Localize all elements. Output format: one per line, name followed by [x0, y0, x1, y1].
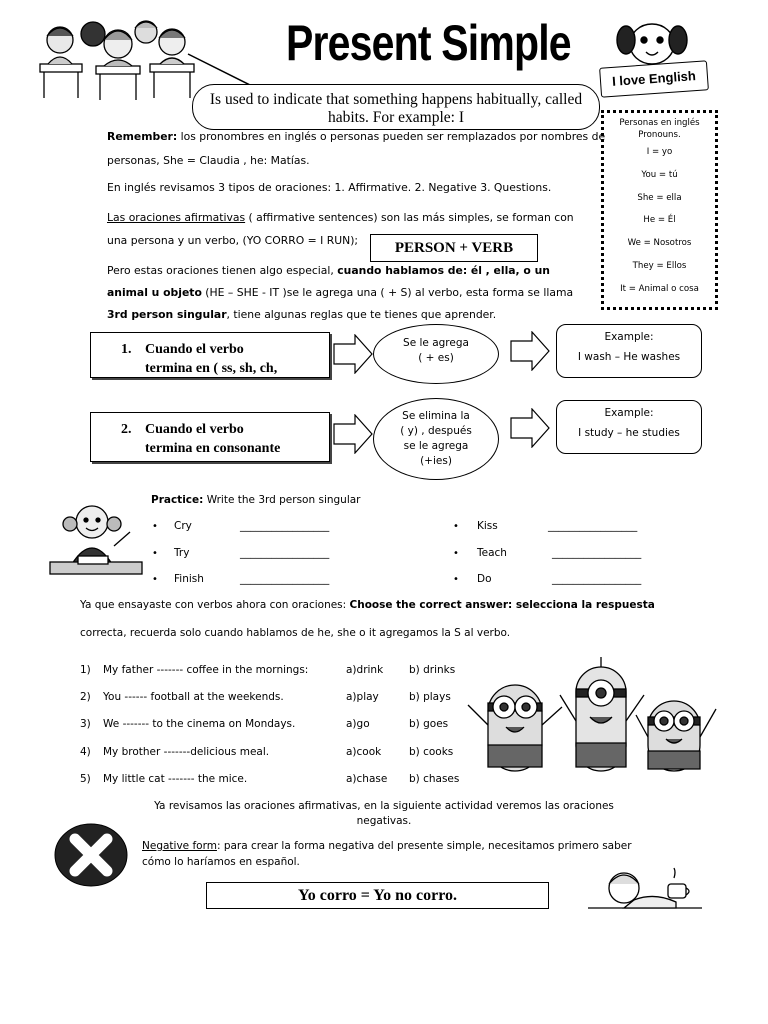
pronoun-row: It = Animal o cosa	[620, 283, 699, 294]
question-text: My father ------- coffee in the mornings:	[103, 664, 309, 676]
rule1-example-text: I wash – He washes	[577, 351, 681, 363]
special-line2a: animal u objeto	[107, 286, 202, 299]
affirmative-text: ( affirmative sentences) son las más simples, se forman con	[245, 211, 574, 224]
answer-option-a[interactable]: a)drink	[346, 664, 384, 676]
special-line2c: se le agrega una ( + S) al verbo, esta forma se llama	[286, 286, 574, 299]
rule1-oval-line1: Se le agrega	[403, 337, 469, 349]
children-at-desks-illustration	[38, 14, 198, 102]
answer-option-b[interactable]: b) plays	[409, 691, 451, 703]
definition-bubble	[192, 84, 600, 130]
question-number: 5)	[80, 773, 91, 785]
rule2-number: 2.	[121, 422, 132, 437]
answer-option-a[interactable]: a)cook	[346, 746, 382, 758]
practice-item-cry	[152, 520, 158, 532]
remember-label: Remember:	[107, 130, 178, 143]
instructions-line2: correcta, recuerda solo cuando hablamos de he, she o it agregamos la S al verbo.	[80, 627, 511, 639]
answer-option-a[interactable]: a)chase	[346, 773, 388, 785]
question-number: 2)	[80, 691, 91, 703]
practice-blank[interactable]: _________________	[240, 573, 330, 585]
question-number: 1)	[80, 664, 91, 676]
practice-verb: Do	[477, 573, 492, 585]
practice-item-teach	[453, 547, 459, 559]
rule2-line2: termina en consonante	[145, 441, 281, 456]
special-line3b: , tiene algunas reglas que te tienes que aprender.	[226, 308, 497, 321]
pronoun-row: He = Él	[643, 215, 676, 226]
rule2-oval-line3: se le agrega	[403, 440, 469, 452]
rule1-oval-line2: ( + es)	[418, 352, 454, 364]
formula-box: PERSON + VERB	[370, 234, 538, 262]
practice-blank[interactable]: _________________	[552, 573, 642, 585]
negative-line1	[142, 840, 632, 852]
rule1-number: 1.	[121, 342, 132, 357]
pronoun-row: You = tú	[641, 169, 678, 180]
next-activity-line1: Ya revisamos las oraciones afirmativas, en la siguiente actividad veremos las oraciones	[154, 800, 614, 812]
rule2-oval-line1: Se elimina la	[402, 410, 470, 422]
rule1-oval	[373, 324, 499, 384]
rule2-box	[90, 412, 330, 462]
practice-verb: Try	[174, 547, 190, 559]
question-text: My brother -------delicious meal.	[103, 746, 270, 758]
definition-text: Is used to indicate that something happens habitually, called habits. For example: I	[209, 91, 583, 126]
arrow-right-icon	[333, 334, 373, 374]
negative-example-box: Yo corro = Yo no corro.	[206, 882, 549, 909]
rule2-oval-line4: (+ies)	[420, 455, 452, 467]
practice-item-finish	[152, 573, 158, 585]
bullet-icon: •	[453, 521, 459, 532]
rule2-example-box	[556, 400, 702, 454]
close-icon	[53, 823, 129, 887]
special-line2b: (HE – SHE - IT )	[201, 286, 287, 299]
sentence-types-line: En inglés revisamos 3 tipos de oraciones: 1. Affirmative. 2. Negative 3. Questions.	[107, 181, 552, 194]
question-text: You ------ football at the weekends.	[103, 691, 284, 703]
arrow-right-icon	[333, 414, 373, 454]
answer-option-a[interactable]: a)go	[346, 718, 370, 730]
instructions-line1	[80, 599, 655, 611]
question-text: My little cat ------- the mice.	[103, 773, 248, 785]
bullet-icon: •	[152, 548, 158, 559]
answer-option-b[interactable]: b) drinks	[409, 664, 456, 676]
i-love-english-sign	[599, 60, 709, 97]
bullet-icon: •	[152, 574, 158, 585]
girl-reading-illustration	[48, 498, 146, 582]
pronouns-header1: Personas en inglés	[619, 118, 700, 128]
special-line1a: Pero estas oraciones tienen algo especial,	[107, 264, 338, 277]
practice-blank[interactable]: _________________	[548, 520, 638, 532]
i-love-english-text: I love English	[611, 68, 697, 89]
practice-blank[interactable]: _________________	[552, 547, 642, 559]
bullet-icon: •	[453, 574, 459, 585]
bullet-icon: •	[152, 521, 158, 532]
instructions-line1a: Ya que ensayaste con verbos ahora con oraciones:	[80, 599, 350, 611]
rule2-line1: Cuando el verbo	[145, 422, 244, 437]
bullet-icon: •	[453, 548, 459, 559]
practice-verb: Cry	[174, 520, 192, 532]
remember-paragraph	[107, 126, 627, 172]
rule1-example-box	[556, 324, 702, 378]
rule2-example-label: Example:	[604, 407, 654, 419]
negative-text: : para crear la forma negativa del presente simple, necesitamos primero saber	[216, 840, 632, 852]
arrow-right-icon	[510, 331, 550, 371]
special-line3a: 3rd person singular	[107, 308, 227, 321]
question-text: We ------- to the cinema on Mondays.	[103, 718, 296, 730]
practice-item-kiss	[453, 520, 459, 532]
pronoun-row: I = yo	[646, 147, 673, 157]
answer-option-b[interactable]: b) goes	[409, 718, 449, 730]
special-line1b: cuando hablamos de: él , ella, o un	[337, 264, 550, 277]
rule1-box	[90, 332, 330, 378]
practice-verb: Teach	[477, 547, 507, 559]
practice-heading	[151, 494, 361, 506]
affirmative-line2: una persona y un verbo, (YO CORRO = I RUN);	[107, 234, 359, 247]
answer-option-b[interactable]: b) chases	[409, 773, 460, 785]
rule1-line2: termina en ( ss, sh, ch,	[145, 361, 278, 376]
pronoun-row: She = ella	[637, 192, 682, 203]
practice-item-do	[453, 573, 459, 585]
practice-blank[interactable]: _________________	[240, 520, 330, 532]
minions-illustration	[466, 655, 720, 775]
answer-option-b[interactable]: b) cooks	[409, 746, 454, 758]
answer-option-a[interactable]: a)play	[346, 691, 379, 703]
remember-text: los pronombres en inglés o personas pueden ser remplazados por nombres de	[177, 130, 606, 143]
practice-label: Practice:	[151, 494, 204, 506]
third-person-paragraph	[107, 260, 607, 326]
negative-label: Negative form	[142, 840, 217, 852]
arrow-right-icon	[510, 408, 550, 448]
rule2-example-text: I study – he studies	[578, 427, 680, 439]
practice-text: Write the 3rd person singular	[203, 494, 361, 506]
question-number: 4)	[80, 746, 91, 758]
sleeping-student-illustration	[584, 862, 706, 914]
rule2-oval	[373, 398, 499, 480]
question-number: 3)	[80, 718, 91, 730]
page-title: Present Simple	[286, 15, 571, 71]
next-activity-line2: negativas.	[356, 815, 412, 827]
pronoun-row: They = Ellos	[632, 260, 687, 271]
negative-line2: cómo lo haríamos en español.	[142, 856, 300, 868]
remember-line2: personas, She = Claudia , he: Matías.	[107, 154, 310, 167]
rule2-oval-line2: ( y) , después	[400, 425, 472, 437]
pronoun-row: We = Nosotros	[627, 238, 692, 249]
instructions-line1b: Choose the correct answer: selecciona la respuesta	[349, 599, 655, 611]
rule1-line1: Cuando el verbo	[145, 342, 244, 357]
practice-verb: Finish	[174, 573, 204, 585]
rule1-example-label: Example:	[604, 331, 654, 343]
practice-item-try	[152, 547, 158, 559]
affirmative-label: Las oraciones afirmativas	[107, 211, 246, 224]
practice-verb: Kiss	[477, 520, 498, 532]
practice-blank[interactable]: _________________	[240, 547, 330, 559]
pronouns-box	[601, 110, 718, 310]
pronouns-header2: Pronouns.	[638, 130, 681, 140]
